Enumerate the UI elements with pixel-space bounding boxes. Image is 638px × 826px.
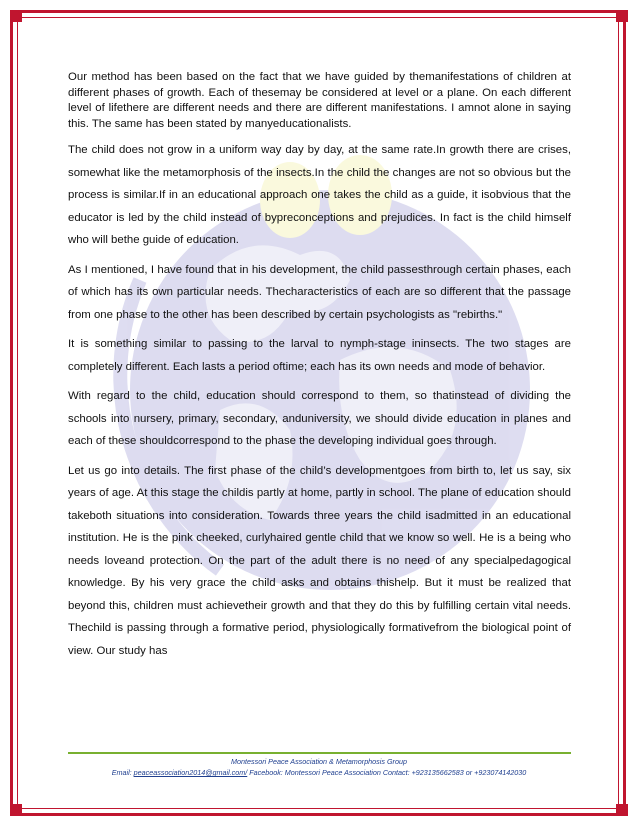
footer-contact-rest: Facebook: Montessori Peace Association Contact: +923135662583 or +923074142030 [247, 768, 527, 777]
corner-ornament [10, 804, 22, 816]
corner-ornament [616, 804, 628, 816]
paragraph: The child does not grow in a uniform way day by day, at the same rate.In growth there are crises, somewhat like the metamorphosis of the insects.In the child the changes are not so obvious but the process is similar.If in an educational approach one takes the child as a guide, it isobvious that the educator is led by the child instead of bypreconceptions and prejudices. In fact is the child himself who will bethe guide of education. [68, 144, 571, 246]
footer-divider [68, 752, 571, 754]
paragraph: Our method has been based on the fact that we have guided by themanifestations of children at different phases of growth. Each of thesemay be considered at level or a plane. On each different level of lifethere are different needs and there are different manifestations. I amnot alone in saying this. The same has been stated by manyeducationalists. [68, 71, 571, 130]
paragraph: Let us go into details. The first phase of the child’s developmentgoes from birth to, let us say, six years of age. At this stage the childis partly at home, partly in school. The plane of education should takeboth situations into consideration. Towards three years the child isadmitted in an educational institution. He is the pink cheeked, curlyhaired gentle child that we know so well. He is a being who needs loveand protection. On the part of the adult there is no need of any specialpedagogical knowledge. By his very grace the child asks and obtains thishelp. But it must be realized that beyond this, children must achievetheir growth and that they do this by fulfilling certain vital needs. Thechild is passing through a formative period, physiologically formativefrom the biological point of view. Our study has [68, 464, 571, 657]
body-text [68, 70, 571, 669]
email-link[interactable]: peaceassociation2014@gmail.com/ [133, 768, 248, 777]
email-label: Email: [111, 768, 132, 777]
paragraph: It is something similar to passing to the larval to nymph-stage ininsects. The two stages are completely different. Each lasts a period oftime; each has its own needs and mode of behavior. [68, 338, 571, 373]
paragraph: As I mentioned, I have found that in his development, the child passesthrough certain phases, each of which has its own particular needs. Thecharacteristics of each are so different that the passage from one phase to the other has been described by certain psychologists as "rebirths." [68, 263, 571, 321]
paragraph: With regard to the child, education should correspond to them, so thatinstead of dividing the schools into nursery, primary, secondary, anduniversity, we should divide education in planes and each of these shouldcorrespond to the phase the developing individual goes through. [68, 390, 571, 447]
footer [40, 756, 598, 778]
footer-org: Montessori Peace Association & Metamorphosis Group [231, 757, 407, 766]
corner-ornament [616, 10, 628, 22]
corner-ornament [10, 10, 22, 22]
footer-contact [40, 767, 598, 778]
